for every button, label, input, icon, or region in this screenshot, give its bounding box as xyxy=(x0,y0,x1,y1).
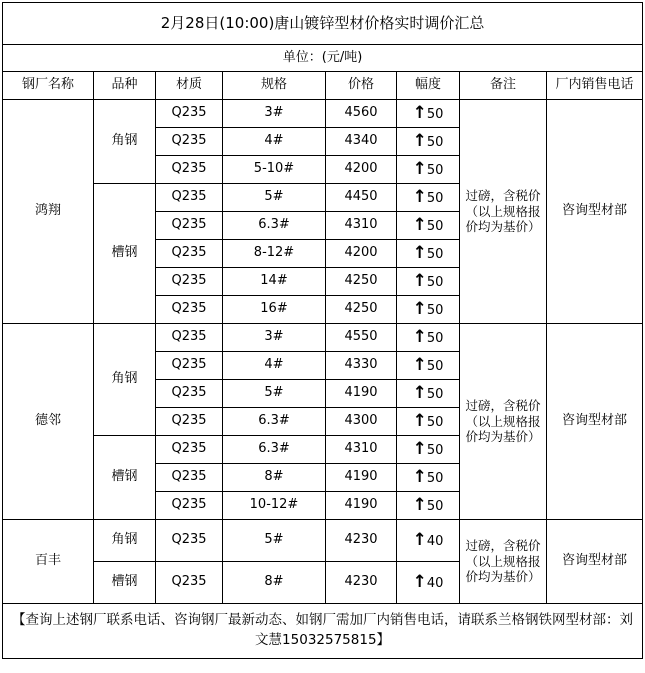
up-arrow-icon: ↑ xyxy=(412,410,427,431)
up-arrow-icon: ↑ xyxy=(412,529,427,550)
price-cell: 4200 xyxy=(326,240,397,268)
variety-name: 角钢 xyxy=(94,520,156,562)
header-price: 价格 xyxy=(326,72,397,100)
material-cell: Q235 xyxy=(156,212,223,240)
spec-cell: 4# xyxy=(223,128,326,156)
change-value: 50 xyxy=(426,414,444,430)
change-value: 50 xyxy=(426,442,444,458)
change-value: 50 xyxy=(426,470,444,486)
header-row xyxy=(3,72,643,100)
up-arrow-icon: ↑ xyxy=(412,158,427,179)
variety-name: 槽钢 xyxy=(94,436,156,520)
change-cell xyxy=(397,268,460,296)
up-arrow-icon: ↑ xyxy=(412,571,427,592)
change-cell xyxy=(397,128,460,156)
phone-cell: 咨询型材部 xyxy=(547,520,643,604)
price-cell: 4190 xyxy=(326,464,397,492)
change-value: 50 xyxy=(426,302,444,318)
change-value: 50 xyxy=(426,246,444,262)
change-value: 50 xyxy=(426,134,444,150)
change-value: 50 xyxy=(426,274,444,290)
change-value: 50 xyxy=(426,190,444,206)
change-cell xyxy=(397,100,460,128)
footer-note: 【查询上述钢厂联系电话、咨询钢厂最新动态、如钢厂需加厂内销售电话，请联系兰格钢铁网型材部：刘文慧15032575815】 xyxy=(3,604,643,659)
change-cell xyxy=(397,184,460,212)
change-cell xyxy=(397,296,460,324)
material-cell: Q235 xyxy=(156,296,223,324)
change-value: 50 xyxy=(426,358,444,374)
material-cell: Q235 xyxy=(156,436,223,464)
price-cell: 4340 xyxy=(326,128,397,156)
phone-cell: 咨询型材部 xyxy=(547,100,643,324)
change-cell xyxy=(397,408,460,436)
material-cell: Q235 xyxy=(156,562,223,604)
spec-cell: 3# xyxy=(223,100,326,128)
price-table xyxy=(2,2,643,659)
change-cell xyxy=(397,380,460,408)
unit-label: 单位：(元/吨) xyxy=(3,45,643,72)
variety-name: 角钢 xyxy=(94,324,156,436)
price-cell: 4450 xyxy=(326,184,397,212)
header-spec: 规格 xyxy=(223,72,326,100)
material-cell: Q235 xyxy=(156,128,223,156)
header-change: 幅度 xyxy=(397,72,460,100)
change-value: 50 xyxy=(426,218,444,234)
change-cell xyxy=(397,352,460,380)
spec-cell: 4# xyxy=(223,352,326,380)
material-cell: Q235 xyxy=(156,184,223,212)
up-arrow-icon: ↑ xyxy=(412,242,427,263)
spec-cell: 14# xyxy=(223,268,326,296)
header-material: 材质 xyxy=(156,72,223,100)
spec-cell: 6.3# xyxy=(223,436,326,464)
price-cell: 4300 xyxy=(326,408,397,436)
spec-cell: 5-10# xyxy=(223,156,326,184)
price-cell: 4250 xyxy=(326,268,397,296)
table-row xyxy=(3,324,643,352)
material-cell: Q235 xyxy=(156,492,223,520)
change-cell xyxy=(397,324,460,352)
variety-name: 角钢 xyxy=(94,100,156,184)
change-value: 40 xyxy=(426,533,444,549)
phone-cell: 咨询型材部 xyxy=(547,324,643,520)
variety-name: 槽钢 xyxy=(94,184,156,324)
remark-cell: 过磅，含税价（以上规格报价均为基价） xyxy=(460,324,547,520)
table-row xyxy=(3,100,643,128)
price-cell: 4190 xyxy=(326,492,397,520)
up-arrow-icon: ↑ xyxy=(412,466,427,487)
page-title: 2月28日(10:00)唐山镀锌型材价格实时调价汇总 xyxy=(3,3,643,45)
remark-cell: 过磅，含税价（以上规格报价均为基价） xyxy=(460,100,547,324)
price-cell: 4230 xyxy=(326,520,397,562)
spec-cell: 3# xyxy=(223,324,326,352)
change-cell xyxy=(397,520,460,562)
variety-name: 槽钢 xyxy=(94,562,156,604)
change-cell xyxy=(397,212,460,240)
up-arrow-icon: ↑ xyxy=(412,298,427,319)
change-cell xyxy=(397,464,460,492)
up-arrow-icon: ↑ xyxy=(412,186,427,207)
price-cell: 4200 xyxy=(326,156,397,184)
change-value: 50 xyxy=(426,330,444,346)
price-cell: 4190 xyxy=(326,380,397,408)
spec-cell: 10-12# xyxy=(223,492,326,520)
change-cell xyxy=(397,240,460,268)
header-variety: 品种 xyxy=(94,72,156,100)
price-cell: 4330 xyxy=(326,352,397,380)
material-cell: Q235 xyxy=(156,520,223,562)
up-arrow-icon: ↑ xyxy=(412,270,427,291)
up-arrow-icon: ↑ xyxy=(412,382,427,403)
change-cell xyxy=(397,436,460,464)
mill-name: 鸿翔 xyxy=(3,100,94,324)
spec-cell: 6.3# xyxy=(223,408,326,436)
up-arrow-icon: ↑ xyxy=(412,326,427,347)
material-cell: Q235 xyxy=(156,156,223,184)
price-cell: 4550 xyxy=(326,324,397,352)
up-arrow-icon: ↑ xyxy=(412,438,427,459)
mill-name: 德邻 xyxy=(3,324,94,520)
spec-cell: 5# xyxy=(223,520,326,562)
change-value: 50 xyxy=(426,162,444,178)
spec-cell: 5# xyxy=(223,380,326,408)
spec-cell: 6.3# xyxy=(223,212,326,240)
spec-cell: 16# xyxy=(223,296,326,324)
material-cell: Q235 xyxy=(156,408,223,436)
material-cell: Q235 xyxy=(156,464,223,492)
material-cell: Q235 xyxy=(156,268,223,296)
up-arrow-icon: ↑ xyxy=(412,130,427,151)
change-cell xyxy=(397,492,460,520)
spec-cell: 8-12# xyxy=(223,240,326,268)
price-cell: 4560 xyxy=(326,100,397,128)
spec-cell: 8# xyxy=(223,562,326,604)
price-cell: 4230 xyxy=(326,562,397,604)
change-value: 40 xyxy=(426,575,444,591)
change-value: 50 xyxy=(426,386,444,402)
material-cell: Q235 xyxy=(156,324,223,352)
header-mill: 钢厂名称 xyxy=(3,72,94,100)
header-phone: 厂内销售电话 xyxy=(547,72,643,100)
spec-cell: 5# xyxy=(223,184,326,212)
material-cell: Q235 xyxy=(156,352,223,380)
change-value: 50 xyxy=(426,498,444,514)
change-cell xyxy=(397,562,460,604)
table-row xyxy=(3,520,643,562)
price-cell: 4310 xyxy=(326,436,397,464)
material-cell: Q235 xyxy=(156,240,223,268)
material-cell: Q235 xyxy=(156,100,223,128)
spec-cell: 8# xyxy=(223,464,326,492)
up-arrow-icon: ↑ xyxy=(412,354,427,375)
price-cell: 4310 xyxy=(326,212,397,240)
up-arrow-icon: ↑ xyxy=(412,494,427,515)
change-value: 50 xyxy=(426,106,444,122)
mill-name: 百丰 xyxy=(3,520,94,604)
change-cell xyxy=(397,156,460,184)
header-remark: 备注 xyxy=(460,72,547,100)
price-cell: 4250 xyxy=(326,296,397,324)
remark-cell: 过磅，含税价（以上规格报价均为基价） xyxy=(460,520,547,604)
up-arrow-icon: ↑ xyxy=(412,214,427,235)
up-arrow-icon: ↑ xyxy=(412,102,427,123)
material-cell: Q235 xyxy=(156,380,223,408)
